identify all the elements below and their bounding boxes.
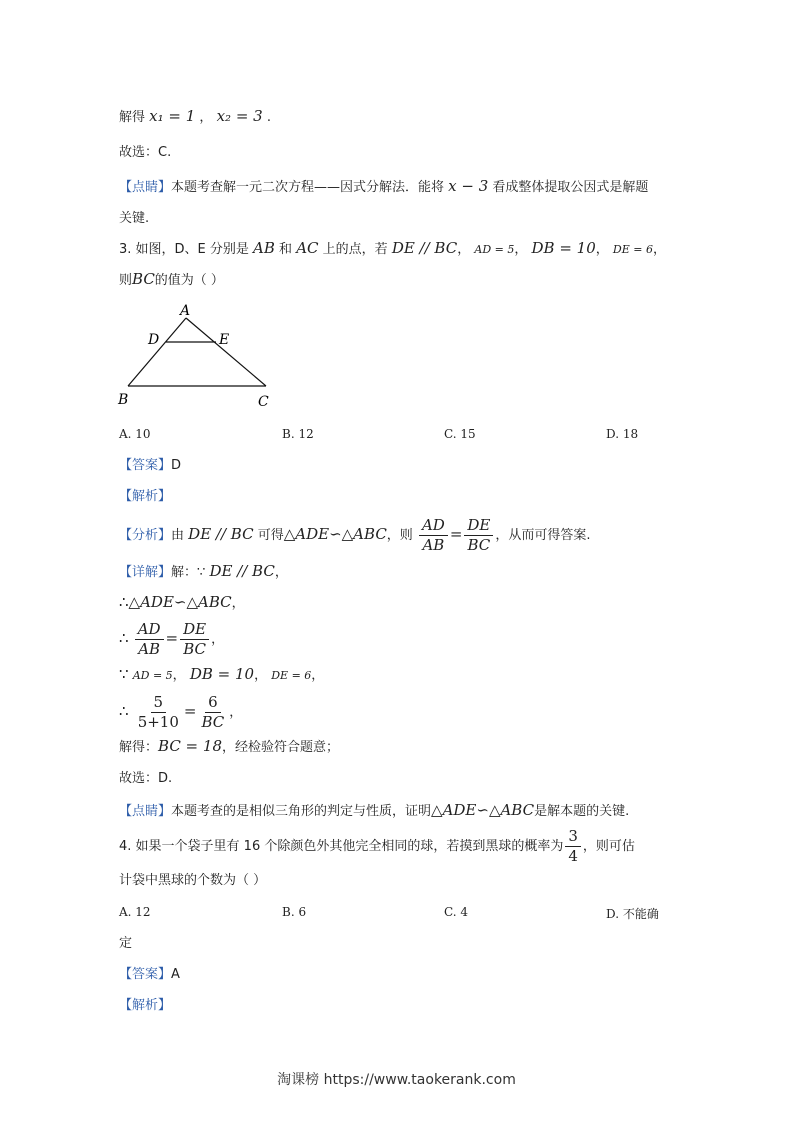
- therefore-symbol: ∴: [119, 629, 129, 647]
- text: 3. 如图，D、E 分别是: [119, 242, 249, 257]
- text: ，: [254, 668, 268, 683]
- math-expr: x₂ = 3: [216, 107, 263, 125]
- fraction: [180, 620, 209, 659]
- answer-tag: 【答案】: [119, 967, 172, 982]
- numerator: DE: [464, 516, 493, 536]
- text: 由: [171, 528, 185, 543]
- text: 4. 如果一个袋子里有 16 个除颜色外其他完全相同的球，若摸到黑球的概率为: [119, 839, 564, 854]
- fraction: [419, 516, 448, 555]
- therefore-symbol: ∴: [119, 702, 129, 720]
- text: ，: [172, 668, 186, 683]
- label-c: C: [258, 394, 269, 410]
- because-symbol: ∵: [119, 665, 129, 683]
- math-expr: x − 3: [448, 177, 489, 195]
- answer-value: A: [171, 967, 180, 982]
- choice-line: 故选：C.: [119, 145, 172, 160]
- text: 和: [279, 242, 293, 257]
- text: 本题考查的是相似三角形的判定与性质，证明: [171, 804, 432, 819]
- comment-tag: 【点睛】: [119, 804, 172, 819]
- question-4-stem: 计袋中黑球的个数为（ ）: [119, 873, 267, 888]
- option-d: D. 18: [606, 427, 639, 441]
- text: ，: [652, 242, 666, 257]
- equals: =: [183, 702, 197, 720]
- text: 是解本题的关键.: [534, 804, 630, 819]
- numerator: AD: [419, 516, 448, 536]
- analysis-line: [119, 512, 591, 558]
- detail-line: [119, 689, 242, 735]
- answer-tag: 【答案】: [119, 458, 172, 473]
- text: 解得：: [119, 740, 159, 755]
- denominator: BC: [467, 536, 491, 554]
- math-expr: DE // BC: [209, 562, 275, 580]
- text: ，则可估: [582, 839, 635, 854]
- math-expr: DB = 10: [189, 665, 255, 683]
- detail-line: [119, 736, 339, 758]
- denominator: AB: [138, 640, 161, 658]
- math-expr: △ADE∽△ABC: [431, 801, 535, 819]
- solution-line: [119, 106, 271, 128]
- comment-line: [119, 176, 648, 198]
- text: ，: [595, 242, 609, 257]
- text: 的值为（ ）: [154, 273, 224, 288]
- triangle-figure: [112, 298, 282, 413]
- equals: =: [165, 629, 179, 647]
- fraction: [198, 693, 227, 732]
- analysis-heading: [119, 996, 171, 1016]
- math-expr: DE // BC: [188, 525, 254, 543]
- option-a: A. 12: [119, 905, 151, 919]
- text: ，: [211, 632, 225, 647]
- choice-line: 故选：D.: [119, 771, 173, 786]
- comment-line: [119, 800, 629, 822]
- math-expr: △ADE∽△ABC: [283, 525, 387, 543]
- math-expr: DE = 6: [612, 243, 653, 256]
- math-expr: △ADE∽△ABC: [128, 593, 232, 611]
- text: ，: [199, 110, 213, 125]
- numerator: 6: [205, 693, 221, 713]
- denominator: BC: [183, 640, 206, 658]
- numerator: 5: [151, 693, 167, 713]
- numerator: AD: [135, 620, 164, 640]
- question-4-stem: [119, 825, 635, 869]
- question-3-stem: [119, 238, 666, 260]
- math-expr: DB = 10: [531, 239, 596, 257]
- text: 解得: [119, 110, 146, 125]
- label-e: E: [219, 332, 230, 348]
- numerator: 3: [565, 827, 581, 847]
- text: ，则: [386, 528, 413, 543]
- math-expr: BC: [132, 270, 155, 288]
- footer-watermark: 淘课榜 https://www.taokerank.com: [277, 1072, 516, 1088]
- comment-line: 关键.: [119, 211, 150, 226]
- option-b: B. 12: [282, 427, 314, 441]
- text: 则: [119, 273, 133, 288]
- option-d: D. 不能确: [606, 907, 659, 921]
- numerator: DE: [180, 620, 209, 640]
- text: 可得: [257, 528, 284, 543]
- equals: =: [449, 525, 463, 543]
- denominator: 5+10: [137, 713, 179, 731]
- side-ac: [186, 318, 266, 386]
- fraction: [565, 827, 581, 866]
- option-a: A. 10: [119, 427, 151, 441]
- label-b: B: [118, 392, 129, 408]
- analysis-heading: [119, 487, 171, 507]
- comment-tag: 【点睛】: [119, 180, 172, 195]
- option-c: C. 4: [444, 905, 469, 919]
- analysis-tag: 【分析】: [119, 528, 172, 543]
- label-d: D: [148, 332, 160, 348]
- therefore-symbol: ∴: [119, 593, 129, 611]
- math-expr: x₁ = 1: [149, 107, 196, 125]
- option-wrap: 定: [119, 936, 133, 951]
- answer-value: D: [171, 458, 182, 473]
- text: ，: [229, 705, 243, 720]
- answer-line: [119, 965, 180, 985]
- math-expr: DE = 6: [271, 669, 312, 682]
- detail-tag: 【详解】: [119, 565, 172, 580]
- math-expr: AB: [253, 239, 275, 257]
- text: ，: [311, 668, 325, 683]
- fraction: [135, 693, 182, 732]
- denominator: 4: [568, 847, 578, 865]
- math-expr: AC: [296, 239, 319, 257]
- denominator: AB: [422, 536, 445, 554]
- text: ，: [274, 565, 288, 580]
- text: ，: [514, 242, 528, 257]
- math-expr: AD = 5: [132, 669, 173, 682]
- fraction: [464, 516, 493, 555]
- label-a: A: [180, 303, 191, 319]
- option-b: B. 6: [282, 905, 307, 919]
- text: .: [266, 110, 271, 125]
- denominator: BC: [201, 713, 225, 731]
- text: ，: [457, 242, 471, 257]
- text: 本题考查解一元二次方程——因式分解法．能将: [171, 180, 445, 195]
- answer-line: [119, 456, 181, 476]
- math-expr: DE // BC: [391, 239, 458, 257]
- text: 上的点，若: [322, 242, 388, 257]
- detail-line: [119, 561, 288, 583]
- text: ，从而可得答案.: [495, 528, 591, 543]
- question-3-stem: [119, 269, 224, 291]
- text: ，: [231, 596, 245, 611]
- text: 看成整体提取公因式是解题: [492, 180, 649, 195]
- detail-line: [119, 592, 245, 614]
- fraction: [135, 620, 164, 659]
- detail-line: [119, 616, 224, 662]
- math-expr: AD = 5: [474, 243, 515, 256]
- analysis-tag: 【解析】: [119, 489, 172, 504]
- detail-line: [119, 664, 324, 686]
- math-expr: BC = 18: [158, 737, 222, 755]
- analysis-tag: 【解析】: [119, 998, 172, 1013]
- side-ab: [128, 318, 186, 386]
- text: 解：∵: [171, 565, 206, 580]
- option-c: C. 15: [444, 427, 476, 441]
- text: ，经检验符合题意；: [222, 740, 340, 755]
